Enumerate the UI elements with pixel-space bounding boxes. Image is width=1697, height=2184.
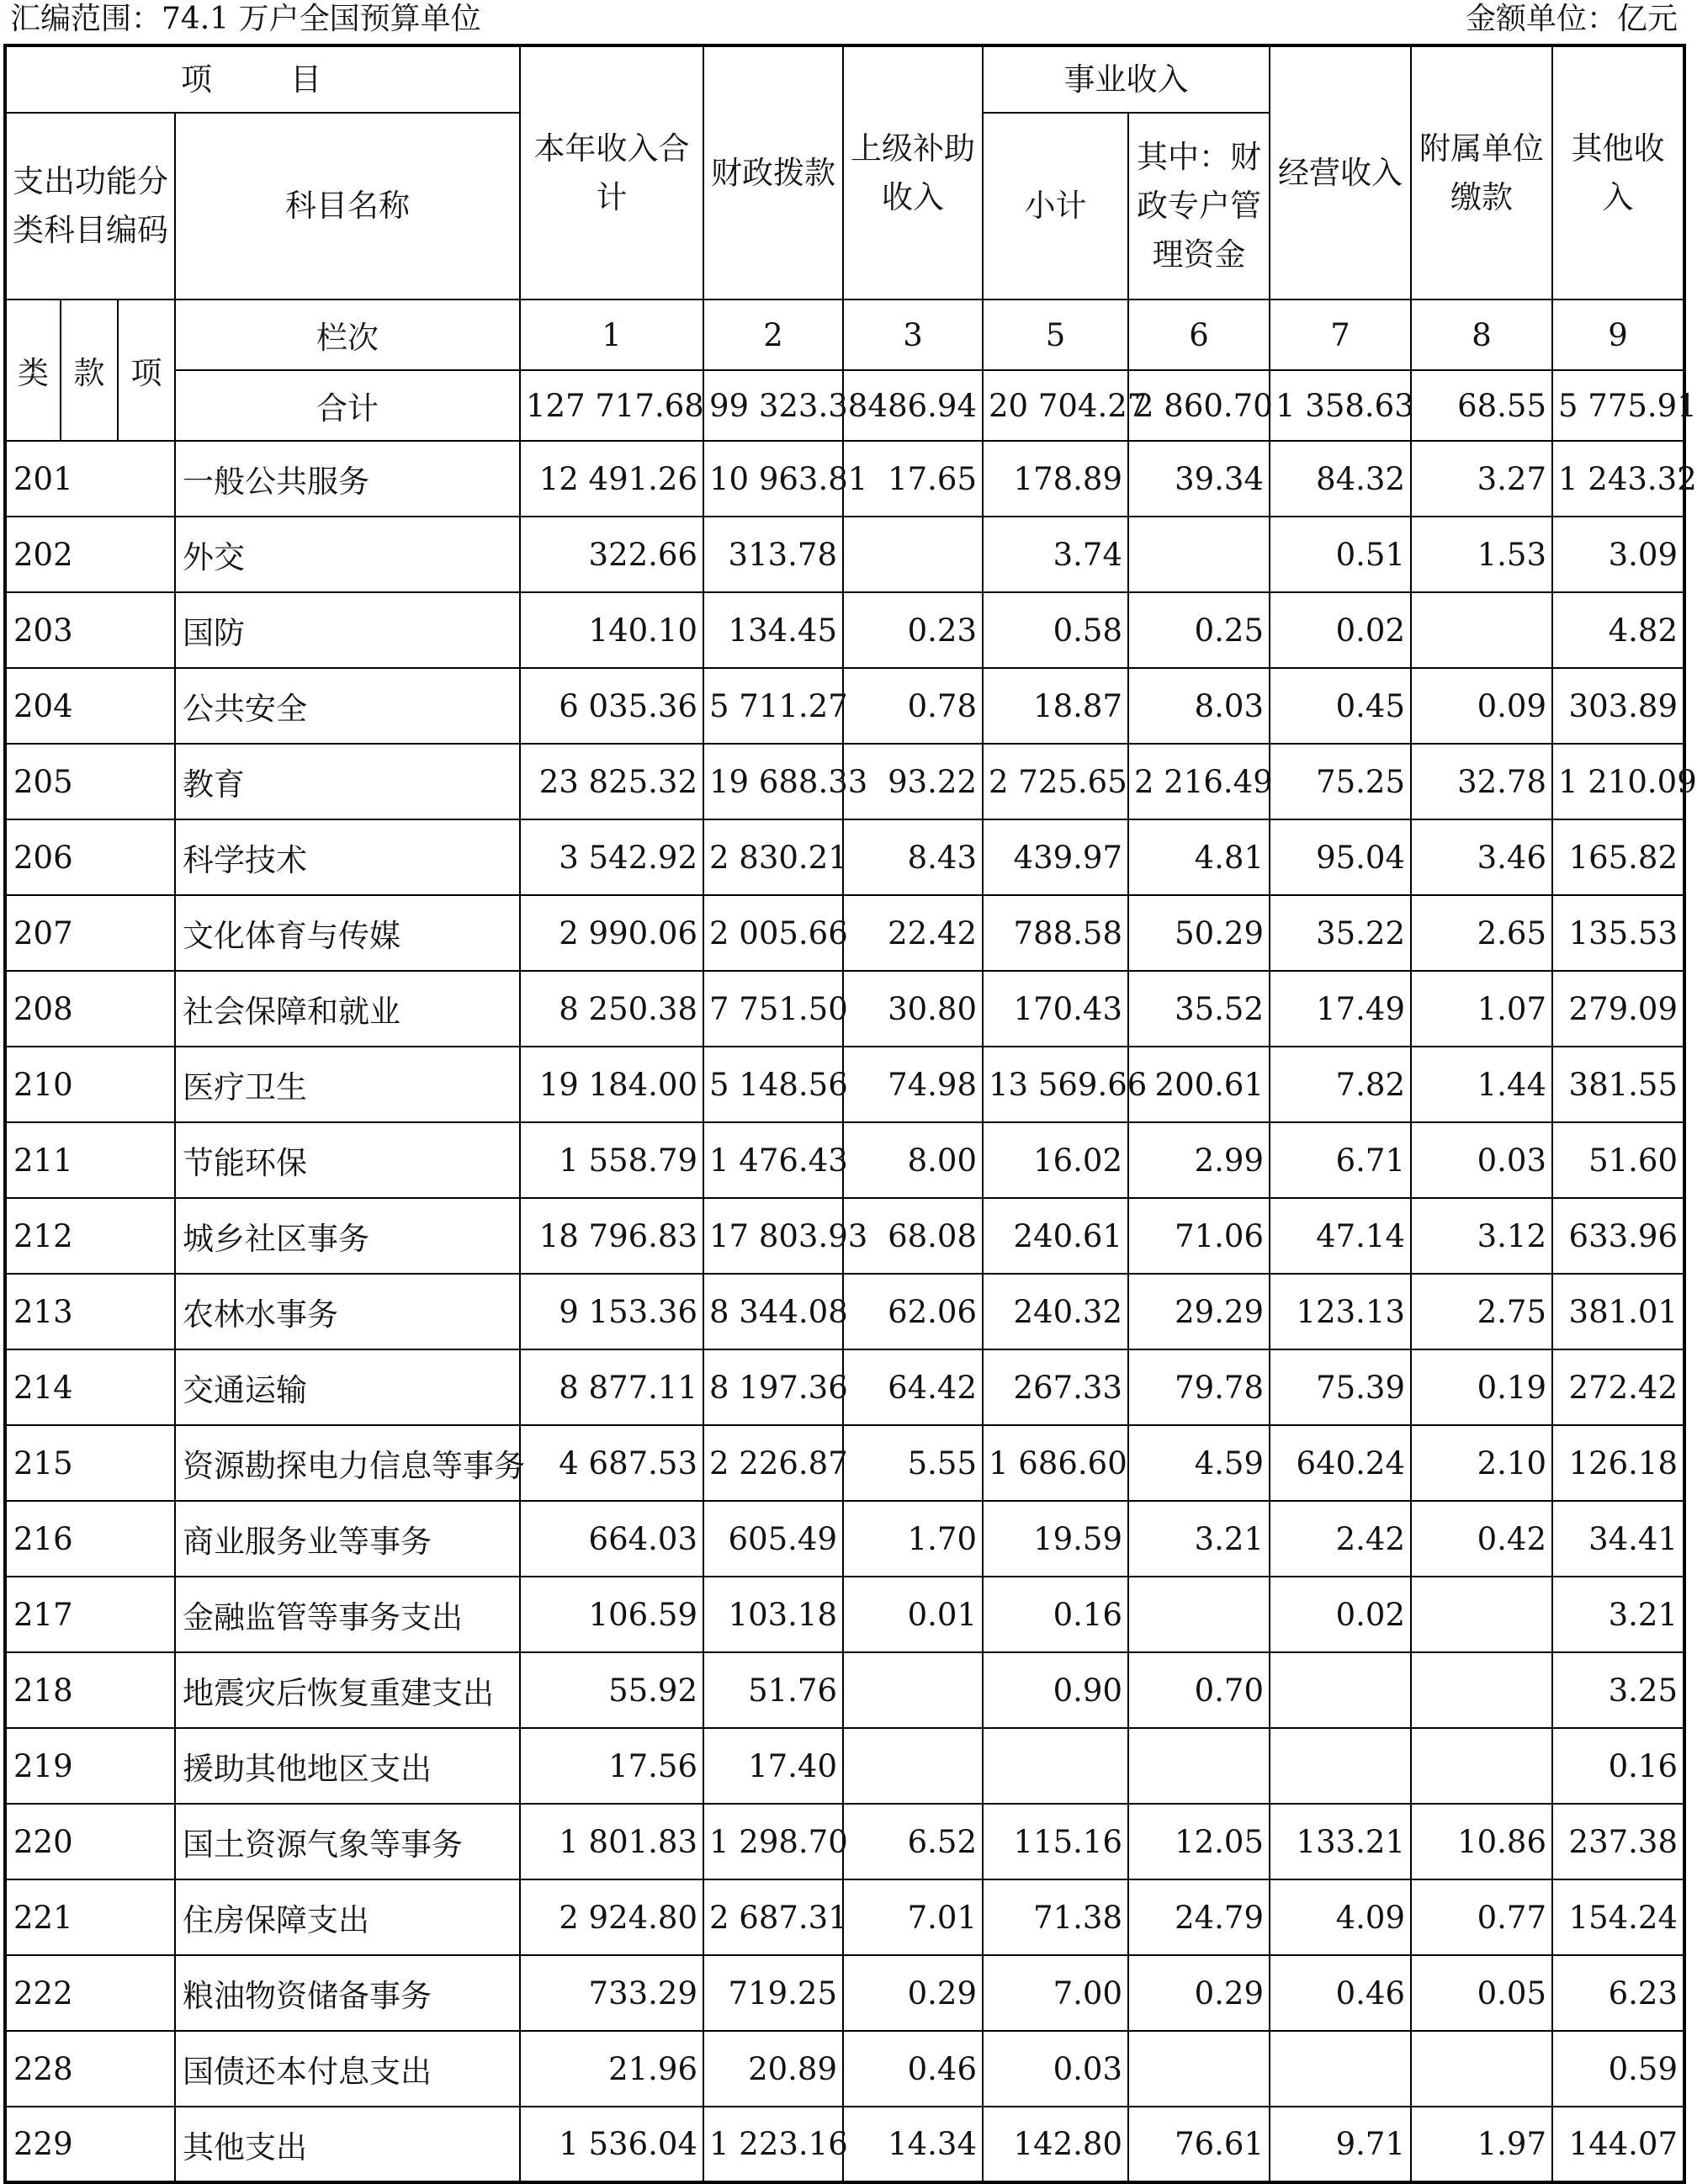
row-value: 47.14 xyxy=(1270,1198,1411,1274)
xiang-header: 项 xyxy=(118,300,175,441)
row-name: 农林水事务 xyxy=(175,1274,520,1349)
row-value: 2.99 xyxy=(1128,1122,1270,1198)
row-value: 134.45 xyxy=(703,592,843,668)
row-value: 0.90 xyxy=(983,1652,1128,1728)
row-code: 217 xyxy=(5,1577,175,1652)
row-value: 0.77 xyxy=(1411,1879,1552,1955)
row-value: 313.78 xyxy=(703,517,843,592)
row-value: 23 825.32 xyxy=(520,744,703,819)
row-name: 援助其他地区支出 xyxy=(175,1728,520,1804)
row-value xyxy=(1411,592,1552,668)
col-header-fiscal-appropriation: 财政拨款 xyxy=(703,45,843,300)
lanci-label: 栏次 xyxy=(175,300,520,370)
header-row-1 xyxy=(5,45,1684,113)
row-value xyxy=(983,1728,1128,1804)
row-value: 439.97 xyxy=(983,819,1128,895)
row-value: 178.89 xyxy=(983,441,1128,517)
row-value: 5 148.56 xyxy=(703,1047,843,1122)
table-row xyxy=(5,1652,1684,1728)
row-value: 6.71 xyxy=(1270,1122,1411,1198)
row-value: 140.10 xyxy=(520,592,703,668)
row-value: 21.96 xyxy=(520,2031,703,2107)
row-value: 18.87 xyxy=(983,668,1128,744)
row-value: 79.78 xyxy=(1128,1349,1270,1425)
row-value: 322.66 xyxy=(520,517,703,592)
row-value: 17.65 xyxy=(843,441,983,517)
row-value: 605.49 xyxy=(703,1501,843,1577)
row-value: 12 491.26 xyxy=(520,441,703,517)
row-name: 粮油物资储备事务 xyxy=(175,1955,520,2031)
row-value: 1 536.04 xyxy=(520,2107,703,2182)
row-value: 64.42 xyxy=(843,1349,983,1425)
row-value: 76.61 xyxy=(1128,2107,1270,2182)
table-row xyxy=(5,1501,1684,1577)
total-value: 5 775.91 xyxy=(1552,370,1684,441)
row-name: 医疗卫生 xyxy=(175,1047,520,1122)
row-value: 640.24 xyxy=(1270,1425,1411,1501)
col-header-other-income: 其他收入 xyxy=(1552,45,1684,300)
row-value xyxy=(1128,1728,1270,1804)
row-value: 17 803.93 xyxy=(703,1198,843,1274)
total-value: 1 358.63 xyxy=(1270,370,1411,441)
row-value: 719.25 xyxy=(703,1955,843,2031)
table-row xyxy=(5,819,1684,895)
row-value: 32.78 xyxy=(1411,744,1552,819)
row-code: 211 xyxy=(5,1122,175,1198)
row-value: 1 210.09 xyxy=(1552,744,1684,819)
row-value: 20.89 xyxy=(703,2031,843,2107)
row-value: 12.05 xyxy=(1128,1804,1270,1879)
row-value: 1 801.83 xyxy=(520,1804,703,1879)
row-value: 0.16 xyxy=(1552,1728,1684,1804)
table-row xyxy=(5,2031,1684,2107)
table-row xyxy=(5,1047,1684,1122)
row-value: 240.32 xyxy=(983,1274,1128,1349)
row-value: 135.53 xyxy=(1552,895,1684,971)
name-header: 科目名称 xyxy=(175,113,520,300)
row-value: 2.42 xyxy=(1270,1501,1411,1577)
row-value: 2.10 xyxy=(1411,1425,1552,1501)
row-value: 17.49 xyxy=(1270,971,1411,1047)
row-value xyxy=(1128,1577,1270,1652)
total-row xyxy=(5,370,1684,441)
row-value: 75.39 xyxy=(1270,1349,1411,1425)
row-value: 62.06 xyxy=(843,1274,983,1349)
table-row xyxy=(5,1879,1684,1955)
row-name: 地震灾后恢复重建支出 xyxy=(175,1652,520,1728)
row-value: 3.21 xyxy=(1552,1577,1684,1652)
row-value: 93.22 xyxy=(843,744,983,819)
table-row xyxy=(5,592,1684,668)
row-value: 664.03 xyxy=(520,1501,703,1577)
row-name: 节能环保 xyxy=(175,1122,520,1198)
row-code: 220 xyxy=(5,1804,175,1879)
row-value: 3.21 xyxy=(1128,1501,1270,1577)
row-value: 2 216.49 xyxy=(1128,744,1270,819)
table-row xyxy=(5,1274,1684,1349)
row-value: 381.01 xyxy=(1552,1274,1684,1349)
row-value xyxy=(1128,517,1270,592)
col-header-operating-income: 经营收入 xyxy=(1270,45,1411,300)
row-code: 202 xyxy=(5,517,175,592)
row-value: 74.98 xyxy=(843,1047,983,1122)
total-value: 2 860.70 xyxy=(1128,370,1270,441)
row-value: 2 830.21 xyxy=(703,819,843,895)
row-value: 68.08 xyxy=(843,1198,983,1274)
col-header-affiliated-payments: 附属单位缴款 xyxy=(1411,45,1552,300)
row-code: 213 xyxy=(5,1274,175,1349)
table-row xyxy=(5,744,1684,819)
row-name: 科学技术 xyxy=(175,819,520,895)
row-value: 51.76 xyxy=(703,1652,843,1728)
row-value: 19.59 xyxy=(983,1501,1128,1577)
row-value: 0.29 xyxy=(1128,1955,1270,2031)
row-value xyxy=(1411,2031,1552,2107)
row-value: 123.13 xyxy=(1270,1274,1411,1349)
row-name: 外交 xyxy=(175,517,520,592)
row-value: 200.61 xyxy=(1128,1047,1270,1122)
lanci-number: 7 xyxy=(1270,300,1411,370)
row-value: 1 243.32 xyxy=(1552,441,1684,517)
table-row xyxy=(5,895,1684,971)
budget-income-table-wrapper xyxy=(3,44,1697,2176)
row-value: 0.03 xyxy=(983,2031,1128,2107)
row-name: 社会保障和就业 xyxy=(175,971,520,1047)
row-value: 170.43 xyxy=(983,971,1128,1047)
row-value: 2.65 xyxy=(1411,895,1552,971)
row-value: 8 877.11 xyxy=(520,1349,703,1425)
row-value xyxy=(1128,2031,1270,2107)
row-value: 13 569.66 xyxy=(983,1047,1128,1122)
row-value: 0.25 xyxy=(1128,592,1270,668)
lanci-number: 1 xyxy=(520,300,703,370)
row-code: 212 xyxy=(5,1198,175,1274)
total-label: 合计 xyxy=(175,370,520,441)
row-value: 165.82 xyxy=(1552,819,1684,895)
row-value: 29.29 xyxy=(1128,1274,1270,1349)
table-row xyxy=(5,1577,1684,1652)
row-value: 0.29 xyxy=(843,1955,983,2031)
table-row xyxy=(5,1349,1684,1425)
row-value: 51.60 xyxy=(1552,1122,1684,1198)
row-value: 106.59 xyxy=(520,1577,703,1652)
row-value: 39.34 xyxy=(1128,441,1270,517)
row-value: 14.34 xyxy=(843,2107,983,2182)
row-value: 4.81 xyxy=(1128,819,1270,895)
table-row xyxy=(5,1804,1684,1879)
row-value: 0.05 xyxy=(1411,1955,1552,2031)
total-value: 68.55 xyxy=(1411,370,1552,441)
row-value: 3.74 xyxy=(983,517,1128,592)
row-value: 237.38 xyxy=(1552,1804,1684,1879)
row-value: 7.82 xyxy=(1270,1047,1411,1122)
row-value: 84.32 xyxy=(1270,441,1411,517)
row-value: 1 558.79 xyxy=(520,1122,703,1198)
row-code: 221 xyxy=(5,1879,175,1955)
total-value: 127 717.68 xyxy=(520,370,703,441)
row-value: 1 223.16 xyxy=(703,2107,843,2182)
row-code: 215 xyxy=(5,1425,175,1501)
row-value: 240.61 xyxy=(983,1198,1128,1274)
row-value: 8 344.08 xyxy=(703,1274,843,1349)
row-value: 34.41 xyxy=(1552,1501,1684,1577)
row-value: 3.09 xyxy=(1552,517,1684,592)
item-header: 项 目 xyxy=(5,45,520,113)
row-value: 7 751.50 xyxy=(703,971,843,1047)
row-value: 0.45 xyxy=(1270,668,1411,744)
total-value: 486.94 xyxy=(843,370,983,441)
row-value: 0.02 xyxy=(1270,592,1411,668)
row-value: 0.16 xyxy=(983,1577,1128,1652)
row-value: 0.02 xyxy=(1270,1577,1411,1652)
row-value: 19 688.33 xyxy=(703,744,843,819)
row-value: 3.27 xyxy=(1411,441,1552,517)
row-value: 0.51 xyxy=(1270,517,1411,592)
row-name: 一般公共服务 xyxy=(175,441,520,517)
row-code: 216 xyxy=(5,1501,175,1577)
row-value xyxy=(1270,1652,1411,1728)
row-value: 303.89 xyxy=(1552,668,1684,744)
row-code: 203 xyxy=(5,592,175,668)
row-code: 218 xyxy=(5,1652,175,1728)
row-code: 210 xyxy=(5,1047,175,1122)
row-value: 1 298.70 xyxy=(703,1804,843,1879)
row-value: 2 990.06 xyxy=(520,895,703,971)
row-value: 0.42 xyxy=(1411,1501,1552,1577)
lanci-number: 8 xyxy=(1411,300,1552,370)
total-value: 20 704.27 xyxy=(983,370,1128,441)
lanci-number: 2 xyxy=(703,300,843,370)
row-value: 2 005.66 xyxy=(703,895,843,971)
row-value: 0.58 xyxy=(983,592,1128,668)
lanci-number: 5 xyxy=(983,300,1128,370)
budget-income-table xyxy=(3,44,1697,2184)
row-name: 公共安全 xyxy=(175,668,520,744)
row-value: 1.70 xyxy=(843,1501,983,1577)
amount-unit: 金额单位：亿元 xyxy=(1465,2,1678,36)
row-value: 6.52 xyxy=(843,1804,983,1879)
row-value: 133.21 xyxy=(1270,1804,1411,1879)
row-value: 55.92 xyxy=(520,1652,703,1728)
row-value: 8.43 xyxy=(843,819,983,895)
lanci-number: 3 xyxy=(843,300,983,370)
code-header: 支出功能分类科目编码 xyxy=(5,113,175,300)
table-row xyxy=(5,971,1684,1047)
row-name: 国债还本付息支出 xyxy=(175,2031,520,2107)
row-value: 633.96 xyxy=(1552,1198,1684,1274)
row-value: 8 197.36 xyxy=(703,1349,843,1425)
row-code: 228 xyxy=(5,2031,175,2107)
row-name: 国防 xyxy=(175,592,520,668)
row-value: 6 035.36 xyxy=(520,668,703,744)
row-value: 0.59 xyxy=(1552,2031,1684,2107)
row-value xyxy=(1270,2031,1411,2107)
row-value: 7.01 xyxy=(843,1879,983,1955)
row-value: 154.24 xyxy=(1552,1879,1684,1955)
table-row xyxy=(5,668,1684,744)
row-value: 6.23 xyxy=(1552,1955,1684,2031)
row-value: 5.55 xyxy=(843,1425,983,1501)
row-value: 71.06 xyxy=(1128,1198,1270,1274)
row-value: 0.09 xyxy=(1411,668,1552,744)
row-value: 2 725.65 xyxy=(983,744,1128,819)
row-value: 19 184.00 xyxy=(520,1047,703,1122)
row-name: 交通运输 xyxy=(175,1349,520,1425)
row-code: 229 xyxy=(5,2107,175,2182)
row-value: 7.00 xyxy=(983,1955,1128,2031)
col-header-business-income: 事业收入 xyxy=(983,45,1270,113)
row-value: 126.18 xyxy=(1552,1425,1684,1501)
row-value: 75.25 xyxy=(1270,744,1411,819)
row-value: 50.29 xyxy=(1128,895,1270,971)
table-row xyxy=(5,1955,1684,2031)
row-value: 0.46 xyxy=(1270,1955,1411,2031)
row-value: 22.42 xyxy=(843,895,983,971)
row-value: 17.40 xyxy=(703,1728,843,1804)
col-header-special-account: 其中：财政专户管理资金 xyxy=(1128,113,1270,300)
row-value: 3.12 xyxy=(1411,1198,1552,1274)
row-name: 资源勘探电力信息等事务 xyxy=(175,1425,520,1501)
row-value: 4.59 xyxy=(1128,1425,1270,1501)
row-value: 0.46 xyxy=(843,2031,983,2107)
kuan-header: 款 xyxy=(61,300,118,441)
table-row xyxy=(5,517,1684,592)
row-code: 201 xyxy=(5,441,175,517)
row-value: 0.03 xyxy=(1411,1122,1552,1198)
row-value: 272.42 xyxy=(1552,1349,1684,1425)
row-value: 35.22 xyxy=(1270,895,1411,971)
row-value: 4.82 xyxy=(1552,592,1684,668)
row-value xyxy=(843,1728,983,1804)
row-value: 5 711.27 xyxy=(703,668,843,744)
row-value: 4.09 xyxy=(1270,1879,1411,1955)
row-name: 金融监管等事务支出 xyxy=(175,1577,520,1652)
row-code: 222 xyxy=(5,1955,175,2031)
row-name: 其他支出 xyxy=(175,2107,520,2182)
table-row xyxy=(5,1122,1684,1198)
row-code: 206 xyxy=(5,819,175,895)
row-code: 207 xyxy=(5,895,175,971)
row-value xyxy=(1411,1728,1552,1804)
col-header-subtotal: 小计 xyxy=(983,113,1128,300)
row-code: 214 xyxy=(5,1349,175,1425)
row-value: 2 226.87 xyxy=(703,1425,843,1501)
row-value: 381.55 xyxy=(1552,1047,1684,1122)
row-value xyxy=(1411,1577,1552,1652)
row-code: 208 xyxy=(5,971,175,1047)
row-value: 4 687.53 xyxy=(520,1425,703,1501)
row-value: 1.07 xyxy=(1411,971,1552,1047)
row-value: 0.23 xyxy=(843,592,983,668)
row-value: 2.75 xyxy=(1411,1274,1552,1349)
row-value: 10 963.81 xyxy=(703,441,843,517)
row-value: 8.00 xyxy=(843,1122,983,1198)
lanci-row xyxy=(5,300,1684,370)
row-value: 35.52 xyxy=(1128,971,1270,1047)
row-value: 279.09 xyxy=(1552,971,1684,1047)
row-code: 204 xyxy=(5,668,175,744)
row-value: 1.53 xyxy=(1411,517,1552,592)
row-value xyxy=(1411,1652,1552,1728)
row-value: 0.01 xyxy=(843,1577,983,1652)
row-value: 3.25 xyxy=(1552,1652,1684,1728)
col-header-total-income: 本年收入合计 xyxy=(520,45,703,300)
row-value: 3.46 xyxy=(1411,819,1552,895)
row-code: 219 xyxy=(5,1728,175,1804)
row-value xyxy=(843,517,983,592)
row-value: 71.38 xyxy=(983,1879,1128,1955)
row-name: 教育 xyxy=(175,744,520,819)
row-value: 16.02 xyxy=(983,1122,1128,1198)
total-value: 99 323.38 xyxy=(703,370,843,441)
row-value: 0.70 xyxy=(1128,1652,1270,1728)
row-value: 18 796.83 xyxy=(520,1198,703,1274)
compilation-scope: 汇编范围：74.1 万户全国预算单位 xyxy=(10,2,481,36)
lanci-number: 9 xyxy=(1552,300,1684,370)
row-value: 17.56 xyxy=(520,1728,703,1804)
row-value: 8 250.38 xyxy=(520,971,703,1047)
table-row xyxy=(5,1728,1684,1804)
row-name: 文化体育与传媒 xyxy=(175,895,520,971)
row-value: 0.78 xyxy=(843,668,983,744)
row-value: 142.80 xyxy=(983,2107,1128,2182)
lei-header: 类 xyxy=(5,300,61,441)
row-value: 8.03 xyxy=(1128,668,1270,744)
report-header-line xyxy=(5,0,1683,40)
row-name: 商业服务业等事务 xyxy=(175,1501,520,1577)
row-value: 30.80 xyxy=(843,971,983,1047)
row-value: 1.97 xyxy=(1411,2107,1552,2182)
row-value: 1 476.43 xyxy=(703,1122,843,1198)
row-value: 95.04 xyxy=(1270,819,1411,895)
row-value xyxy=(843,1652,983,1728)
table-row xyxy=(5,2107,1684,2182)
row-value: 788.58 xyxy=(983,895,1128,971)
row-value: 0.19 xyxy=(1411,1349,1552,1425)
row-value: 103.18 xyxy=(703,1577,843,1652)
row-value: 2 924.80 xyxy=(520,1879,703,1955)
row-value: 9 153.36 xyxy=(520,1274,703,1349)
row-name: 住房保障支出 xyxy=(175,1879,520,1955)
row-value: 115.16 xyxy=(983,1804,1128,1879)
row-value: 3 542.92 xyxy=(520,819,703,895)
row-name: 城乡社区事务 xyxy=(175,1198,520,1274)
row-value: 9.71 xyxy=(1270,2107,1411,2182)
row-value: 144.07 xyxy=(1552,2107,1684,2182)
row-value xyxy=(1270,1728,1411,1804)
row-value: 733.29 xyxy=(520,1955,703,2031)
row-code: 205 xyxy=(5,744,175,819)
row-value: 2 687.31 xyxy=(703,1879,843,1955)
table-row xyxy=(5,441,1684,517)
col-header-superior-subsidy: 上级补助收入 xyxy=(843,45,983,300)
row-name: 国土资源气象等事务 xyxy=(175,1804,520,1879)
row-value: 1 686.60 xyxy=(983,1425,1128,1501)
row-value: 24.79 xyxy=(1128,1879,1270,1955)
row-value: 1.44 xyxy=(1411,1047,1552,1122)
table-row xyxy=(5,1198,1684,1274)
row-value: 267.33 xyxy=(983,1349,1128,1425)
lanci-number: 6 xyxy=(1128,300,1270,370)
table-row xyxy=(5,1425,1684,1501)
row-value: 10.86 xyxy=(1411,1804,1552,1879)
